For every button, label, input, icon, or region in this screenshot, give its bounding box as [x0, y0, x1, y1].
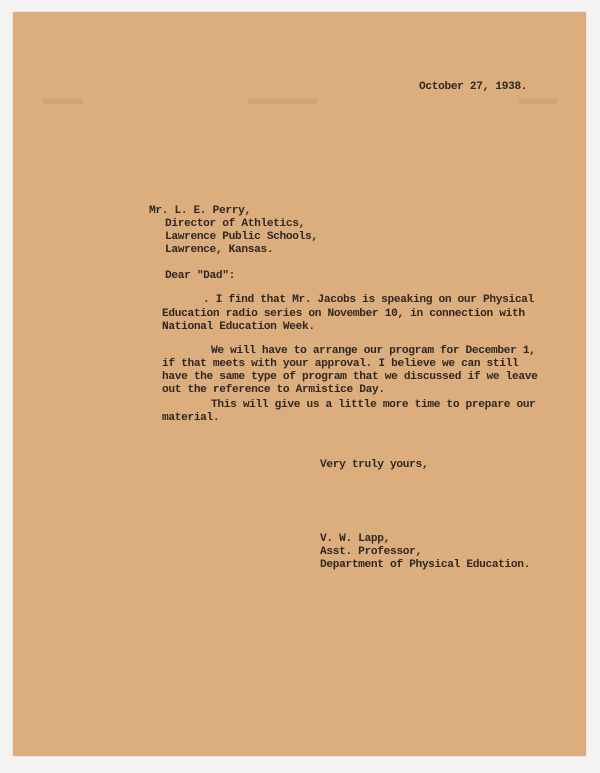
address-line: Director of Athletics, [165, 218, 305, 230]
address-line: Lawrence, Kansas. [165, 244, 274, 256]
signature-line: V. W. Lapp, [320, 533, 390, 545]
letter-date: October 27, 1938. [419, 81, 528, 93]
letter-body [13, 12, 586, 756]
address-line: Mr. L. E. Perry, [149, 205, 251, 217]
closing: Very truly yours, [320, 459, 429, 471]
letter-page [13, 12, 586, 756]
paragraph-1-line: National Education Week. [162, 321, 315, 333]
paragraph-2-line: if that meets with your approval. I believe we can still [162, 358, 519, 370]
paragraph-2-line: out the reference to Armistice Day. [162, 384, 385, 396]
signature-line: Department of Physical Education. [320, 559, 530, 571]
paragraph-3-line: This will give us a little more time to prepare our [211, 399, 536, 411]
paragraph-1-line: Education radio series on November 10, in connection with [162, 308, 525, 320]
paragraph-3-line: material. [162, 412, 220, 424]
paragraph-2-line: We will have to arrange our program for December 1, [211, 345, 536, 357]
address-line: Lawrence Public Schools, [165, 231, 318, 243]
signature-line: Asst. Professor, [320, 546, 422, 558]
paragraph-2-line: have the same type of program that we discussed if we leave [162, 371, 538, 383]
salutation: Dear "Dad": [165, 270, 235, 282]
paragraph-1-line: . I find that Mr. Jacobs is speaking on our Physical [203, 294, 534, 306]
